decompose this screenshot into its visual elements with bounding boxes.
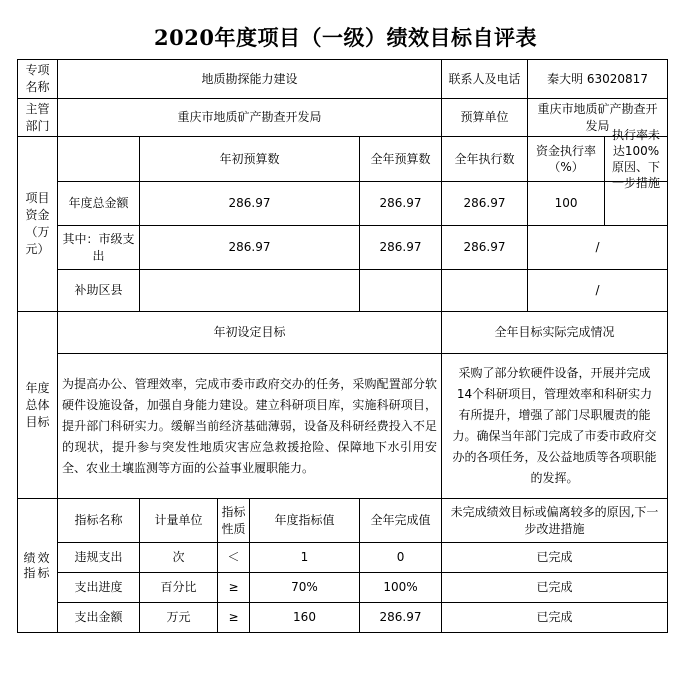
indicators-section-label: 绩效指标 <box>18 499 58 633</box>
funds-row-annual: 286.97 <box>360 182 442 226</box>
ind-header-annual-value: 年度指标值 <box>250 499 360 543</box>
funds-row-initial: 286.97 <box>140 226 360 270</box>
funds-row-reason <box>605 182 667 225</box>
funds-row-annual <box>360 270 442 312</box>
project-name-value: 地质勘探能力建设 <box>58 60 442 99</box>
header-annual-execution: 全年执行数 <box>442 137 528 182</box>
ind-header-name: 指标名称 <box>58 499 140 543</box>
ind-row-name: 违规支出 <box>58 543 140 573</box>
header-annual-budget: 全年预算数 <box>360 137 442 182</box>
goals-initial-header: 年初设定目标 <box>58 312 442 354</box>
goals-actual-text: 采购了部分软硬件设备，开展并完成14个科研项目，管理效率和科研实力有所提升，增强了部门尽职履责的能力。确保当年部门完成了市委市政府交办的各项任务，及公益地质等各项职能的发挥。 <box>442 354 668 499</box>
funds-row-rate: 100 <box>528 182 605 225</box>
header-initial-budget: 年初预算数 <box>140 137 360 182</box>
dept-value: 重庆市地质矿产勘查开发局 <box>58 99 442 137</box>
ind-row-annual-value: 1 <box>250 543 360 573</box>
ind-row-annual-value: 160 <box>250 603 360 633</box>
funds-header-empty <box>58 137 140 182</box>
funds-row-slash: / <box>528 226 668 270</box>
ind-row-completion: 0 <box>360 543 442 573</box>
ind-row-status: 已完成 <box>442 543 668 573</box>
ind-row-completion: 100% <box>360 573 442 603</box>
funds-row-execution <box>442 270 528 312</box>
funds-row-label: 年度总金额 <box>58 182 140 226</box>
ind-header-nature: 指标性质 <box>218 499 250 543</box>
ind-header-unit: 计量单位 <box>140 499 218 543</box>
ind-row-nature: ＜ <box>218 543 250 573</box>
ind-row-name: 支出进度 <box>58 573 140 603</box>
dept-label: 主管部门 <box>18 99 58 137</box>
funds-section-label: 项目资金（万元） <box>18 137 58 312</box>
contact-label: 联系人及电话 <box>442 60 528 99</box>
contact-value: 秦大明 63020817 <box>528 60 668 99</box>
ind-row-unit: 百分比 <box>140 573 218 603</box>
goals-initial-text: 为提高办公、管理效率，完成市委市政府交办的任务，采购配置部分软硬件设施设备，加强自身能力建设。建立科研项目库，实施科研项目，提升部门科研实力。缓解当前经济基础薄弱，设备及科研经费投入不足的现状，提升参与突发性地质灾害应急救援抢险、保障地下水引用安全、农业土壤监测等方面的公益事业履职能力。 <box>58 354 442 499</box>
funds-row-annual: 286.97 <box>360 226 442 270</box>
ind-row-unit: 次 <box>140 543 218 573</box>
ind-row-status: 已完成 <box>442 603 668 633</box>
header-reason-text: 执行率未达100%原因、下一步措施 <box>612 128 661 190</box>
funds-row-initial <box>140 270 360 312</box>
ind-row-completion: 286.97 <box>360 603 442 633</box>
ind-row-nature: ≥ <box>218 573 250 603</box>
funds-row-initial: 286.97 <box>140 182 360 226</box>
funds-row-label: 其中：市级支出 <box>58 226 140 270</box>
funds-row-execution: 286.97 <box>442 182 528 226</box>
page-title: 2020年度项目（一级）绩效目标自评表 <box>154 25 537 50</box>
self-evaluation-table <box>17 59 668 633</box>
budget-unit-label: 预算单位 <box>442 99 528 137</box>
header-exec-rate: 资金执行率（%） <box>528 137 605 181</box>
ind-row-name: 支出金额 <box>58 603 140 633</box>
ind-header-reason: 未完成绩效目标或偏离较多的原因,下一步改进措施 <box>442 499 668 543</box>
header-reason <box>528 128 668 190</box>
ind-row-annual-value: 70% <box>250 573 360 603</box>
goals-section-label: 年度总体目标 <box>18 312 58 499</box>
goals-actual-header: 全年目标实际完成情况 <box>442 312 668 354</box>
funds-row-slash: / <box>528 270 668 312</box>
funds-row-execution: 286.97 <box>442 226 528 270</box>
ind-row-nature: ≥ <box>218 603 250 633</box>
project-name-label: 专项名称 <box>18 60 58 99</box>
ind-header-completion: 全年完成值 <box>360 499 442 543</box>
funds-row-label: 补助区县 <box>58 270 140 312</box>
budget-unit-value: 重庆市地质矿产勘查开发局 <box>528 99 668 137</box>
ind-row-unit: 万元 <box>140 603 218 633</box>
ind-row-status: 已完成 <box>442 573 668 603</box>
